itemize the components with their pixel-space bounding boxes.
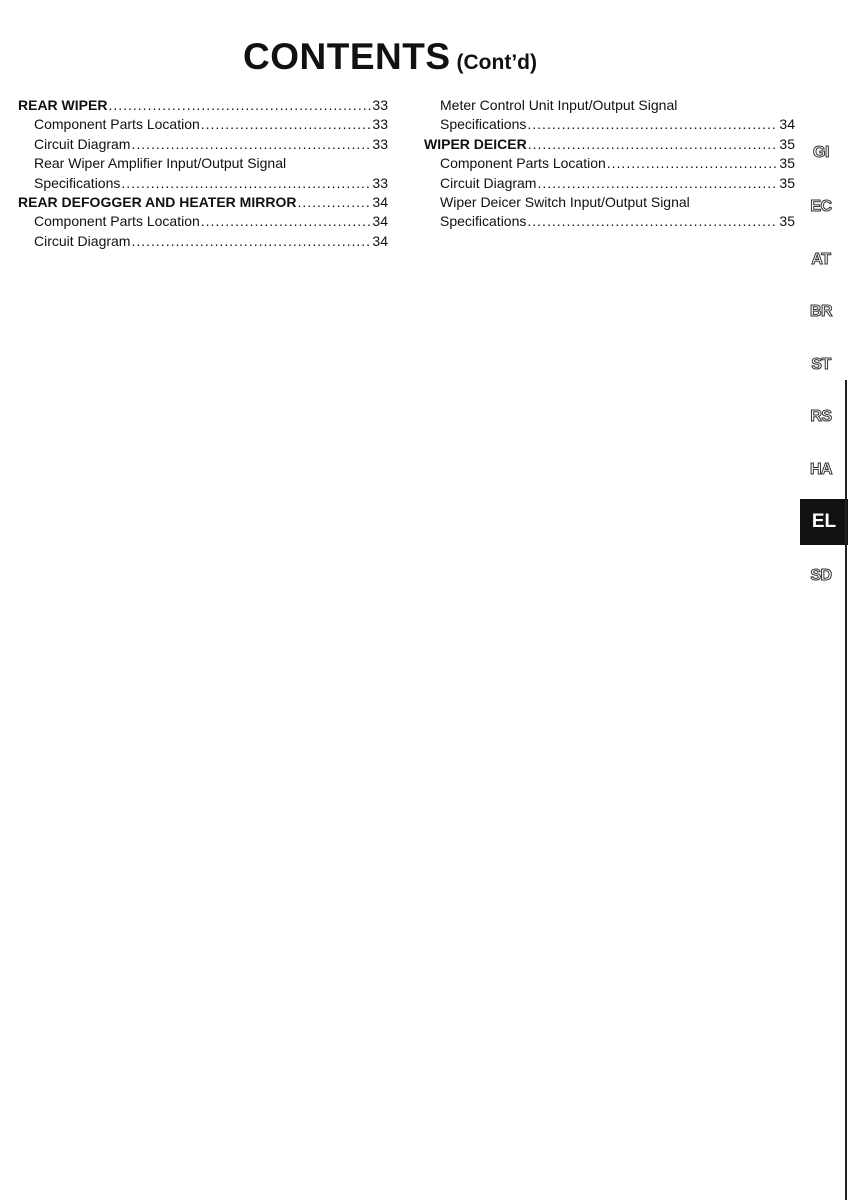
toc-leader — [297, 193, 371, 212]
toc-page-number: 33 — [372, 116, 388, 133]
toc-right-column — [424, 96, 795, 232]
toc-entry-title: Circuit Diagram — [440, 174, 537, 191]
toc-entry[interactable] — [424, 115, 795, 134]
toc-entry[interactable] — [18, 212, 388, 231]
toc-entry-continued: Specifications — [440, 213, 527, 230]
toc-leader — [607, 154, 779, 173]
toc-entry[interactable] — [18, 115, 388, 134]
toc-leader — [108, 96, 371, 115]
toc-entry[interactable] — [424, 135, 795, 154]
section-tab-gi[interactable]: GI — [813, 144, 829, 161]
section-tab-ha[interactable]: HA — [809, 461, 833, 478]
toc-page-number: 33 — [372, 97, 388, 113]
toc-entry-continued: Specifications — [440, 116, 527, 133]
section-tab-sd[interactable]: SD — [810, 567, 832, 584]
toc-leader — [527, 115, 778, 134]
toc-entry[interactable] — [18, 232, 388, 251]
section-tab-st[interactable]: ST — [811, 356, 831, 373]
toc-page-number: 34 — [372, 194, 388, 211]
toc-leader — [121, 174, 371, 193]
section-tab-rs[interactable]: RS — [810, 408, 832, 425]
toc-page-number: 34 — [372, 232, 388, 249]
toc-entry-title: REAR DEFOGGER AND HEATER MIRROR — [18, 194, 297, 211]
toc-page-number: 35 — [779, 174, 795, 191]
section-tab-br[interactable]: BR — [809, 303, 833, 320]
toc-page-number: 33 — [372, 174, 388, 191]
toc-entry[interactable] — [424, 154, 795, 173]
toc-leader — [131, 135, 371, 154]
toc-entry[interactable] — [18, 174, 388, 193]
toc-entry-title: REAR WIPER — [18, 97, 108, 113]
title-sub: (Cont’d) — [456, 51, 537, 74]
toc-page-number: 35 — [779, 213, 795, 230]
toc-page-number: 35 — [779, 155, 795, 172]
title-main: CONTENTS — [243, 36, 451, 77]
toc-entry-title: Component Parts Location — [34, 116, 200, 133]
toc-entry-title: Component Parts Location — [34, 213, 200, 230]
toc-entry-title[interactable]: Meter Control Unit Input/Output Signal — [440, 97, 678, 113]
section-tab-el-active[interactable]: EL — [800, 499, 848, 545]
toc-entry-title: Circuit Diagram — [34, 135, 131, 152]
toc-page-number: 35 — [779, 135, 795, 152]
toc-entry-continued: Specifications — [34, 174, 121, 191]
toc-entry-title: WIPER DEICER — [424, 135, 527, 152]
toc-page-number: 34 — [372, 213, 388, 230]
toc-leader — [528, 135, 779, 154]
toc-page-number: 34 — [779, 116, 795, 133]
toc-entry-title[interactable]: Rear Wiper Amplifier Input/Output Signal — [34, 155, 287, 172]
toc-left-column — [18, 96, 388, 251]
toc-entry[interactable] — [18, 135, 388, 154]
toc-leader — [201, 212, 372, 231]
toc-leader — [527, 212, 778, 231]
toc-leader — [201, 115, 372, 134]
toc-entry[interactable] — [424, 174, 795, 193]
section-tab-ec[interactable]: EC — [810, 198, 832, 215]
toc-entry-title: Circuit Diagram — [34, 232, 131, 249]
toc-entry[interactable] — [424, 212, 795, 231]
toc-entry[interactable] — [18, 96, 388, 115]
page-title — [0, 36, 780, 78]
page-edge-line — [845, 380, 847, 1200]
toc-leader — [537, 174, 778, 193]
section-tab-at[interactable]: AT — [811, 251, 831, 268]
toc-entry-title: Component Parts Location — [440, 155, 606, 172]
toc-page-number: 33 — [372, 135, 388, 152]
toc-entry[interactable] — [18, 193, 388, 212]
toc-entry-title[interactable]: Wiper Deicer Switch Input/Output Signal — [440, 194, 690, 211]
toc-leader — [131, 232, 371, 251]
